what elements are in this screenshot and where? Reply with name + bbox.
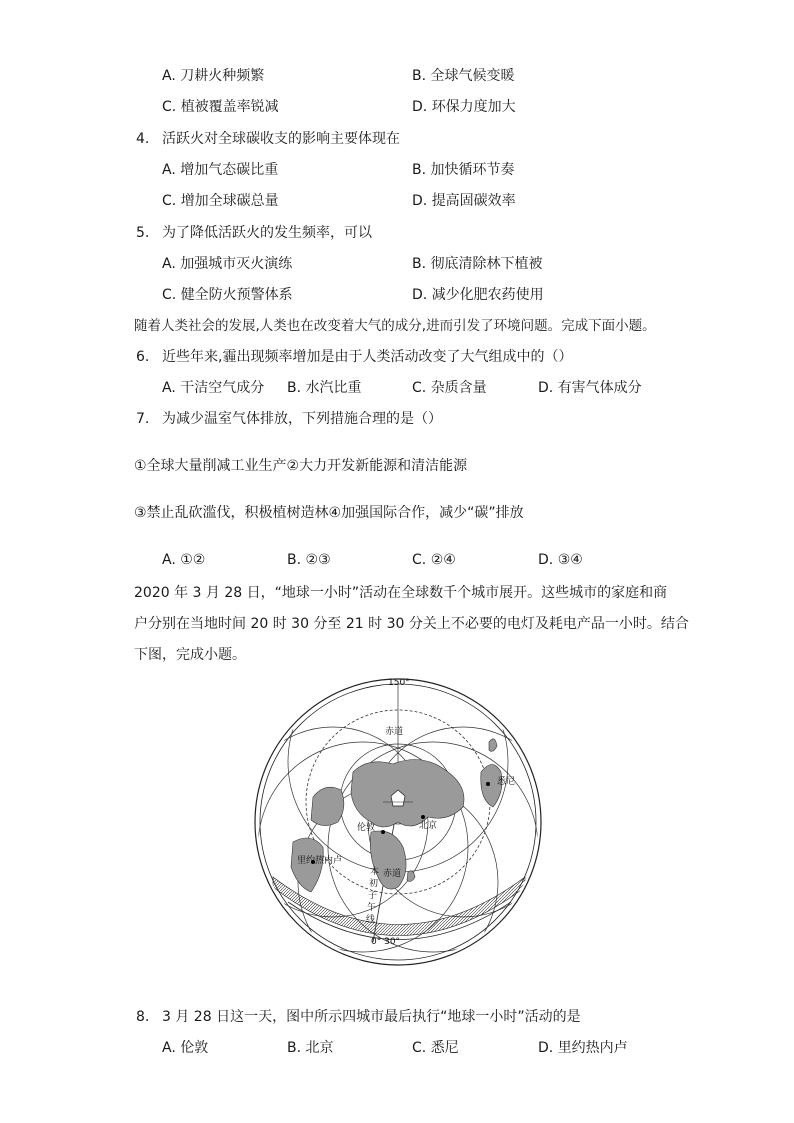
q7-option-b: B. ②③ (287, 552, 331, 568)
q6-stem: 近些年来,霾出现频率增加是由于人类活动改变了大气组成中的（） (162, 349, 573, 365)
q4-option-b: B. 加快循环节奏 (412, 162, 515, 178)
q3-option-a: A. 刀耕火种频繁 (162, 68, 265, 84)
q7-number: 7. (136, 411, 150, 427)
label-meridian-2: 初 (369, 879, 379, 889)
q4-option-a: A. 增加气态碳比重 (162, 162, 279, 178)
q8-option-a: A. 伦敦 (162, 1040, 209, 1056)
intro-earth-hour-line3: 下图，完成小题。 (134, 647, 246, 663)
q8-option-c: C. 悉尼 (412, 1040, 459, 1056)
label-beijing: 北京 (419, 821, 438, 831)
q4-option-c: C. 增加全球碳总量 (162, 193, 279, 209)
intro-earth-hour-line2: 户分别在当地时间 20 时 30 分至 21 时 30 分关上不必要的电灯及耗电产品一小时。结合 (134, 616, 689, 632)
q4-stem: 活跃火对全球碳收支的影响主要体现在 (162, 131, 400, 147)
beijing-dot (421, 815, 425, 819)
label-equator-bottom: 赤道 (383, 869, 402, 879)
label-bottom-degrees: 0° 30° (371, 937, 401, 947)
q7-stem: 为减少温室气体排放，下列措施合理的是（） (162, 411, 442, 427)
london-dot (381, 830, 385, 834)
polar-projection-map (253, 672, 543, 972)
q5-option-c: C. 健全防火预警体系 (162, 287, 293, 303)
label-london: 伦敦 (357, 823, 376, 833)
label-rio: 里约热内卢 (297, 856, 343, 866)
label-meridian-1: 本 (370, 867, 380, 877)
map-svg (253, 672, 543, 972)
q6-option-b: B. 水汽比重 (287, 380, 362, 396)
label-meridian-4: 午 (367, 903, 377, 913)
label-meridian-5: 线 (366, 915, 376, 925)
q3-option-d: D. 环保力度加大 (412, 99, 516, 115)
q5-stem: 为了降低活跃火的发生频率，可以 (162, 225, 372, 241)
landmass-eurasia (351, 760, 464, 828)
label-sydney: 悉尼 (497, 777, 516, 787)
q4-option-d: D. 提高固碳效率 (412, 193, 516, 209)
intro-paragraph-atmosphere: 随着人类社会的发展,人类也在改变着大气的成分,进而引发了环境问题。完成下面小题。 (134, 318, 656, 334)
q6-option-c: C. 杂质含量 (412, 380, 487, 396)
q7-option-c: C. ②④ (412, 552, 456, 568)
q4-number: 4. (136, 131, 150, 147)
q7-option-d: D. ③④ (538, 552, 583, 568)
q7-measures-line1: ①全球大量削减工业生产②大力开发新能源和清洁能源 (134, 458, 468, 474)
q5-option-b: B. 彻底清除林下植被 (412, 256, 543, 272)
q5-option-d: D. 减少化肥农药使用 (412, 287, 544, 303)
q8-option-d: D. 里约热内卢 (538, 1040, 628, 1056)
label-150: 150° (388, 678, 410, 688)
q8-number: 8. (136, 1009, 150, 1025)
q5-option-a: A. 加强城市灭火演练 (162, 256, 293, 272)
label-equator-top: 赤道 (385, 727, 404, 737)
q7-option-a: A. ①② (162, 552, 206, 568)
q8-option-b: B. 北京 (287, 1040, 334, 1056)
landmass-north-america (311, 787, 344, 825)
q7-measures-line2: ③禁止乱砍滥伐，积极植树造林④加强国际合作，减少“碳”排放 (134, 505, 524, 521)
q5-number: 5. (136, 225, 150, 241)
intro-earth-hour-line1: 2020 年 3 月 28 日，“地球一小时”活动在全球数千个城市展开。这些城市的家庭和商 (134, 585, 668, 601)
q6-option-d: D. 有害气体成分 (538, 380, 642, 396)
sydney-dot (486, 782, 490, 786)
landmass-new-zealand (489, 739, 497, 752)
q6-option-a: A. 干洁空气成分 (162, 380, 265, 396)
q3-option-c: C. 植被覆盖率锐减 (162, 99, 279, 115)
q3-option-b: B. 全球气候变暖 (412, 68, 515, 84)
label-meridian-3: 子 (368, 891, 378, 901)
q6-number: 6. (136, 349, 150, 365)
q8-stem: 3 月 28 日这一天，图中所示四城市最后执行“地球一小时”活动的是 (162, 1009, 581, 1025)
